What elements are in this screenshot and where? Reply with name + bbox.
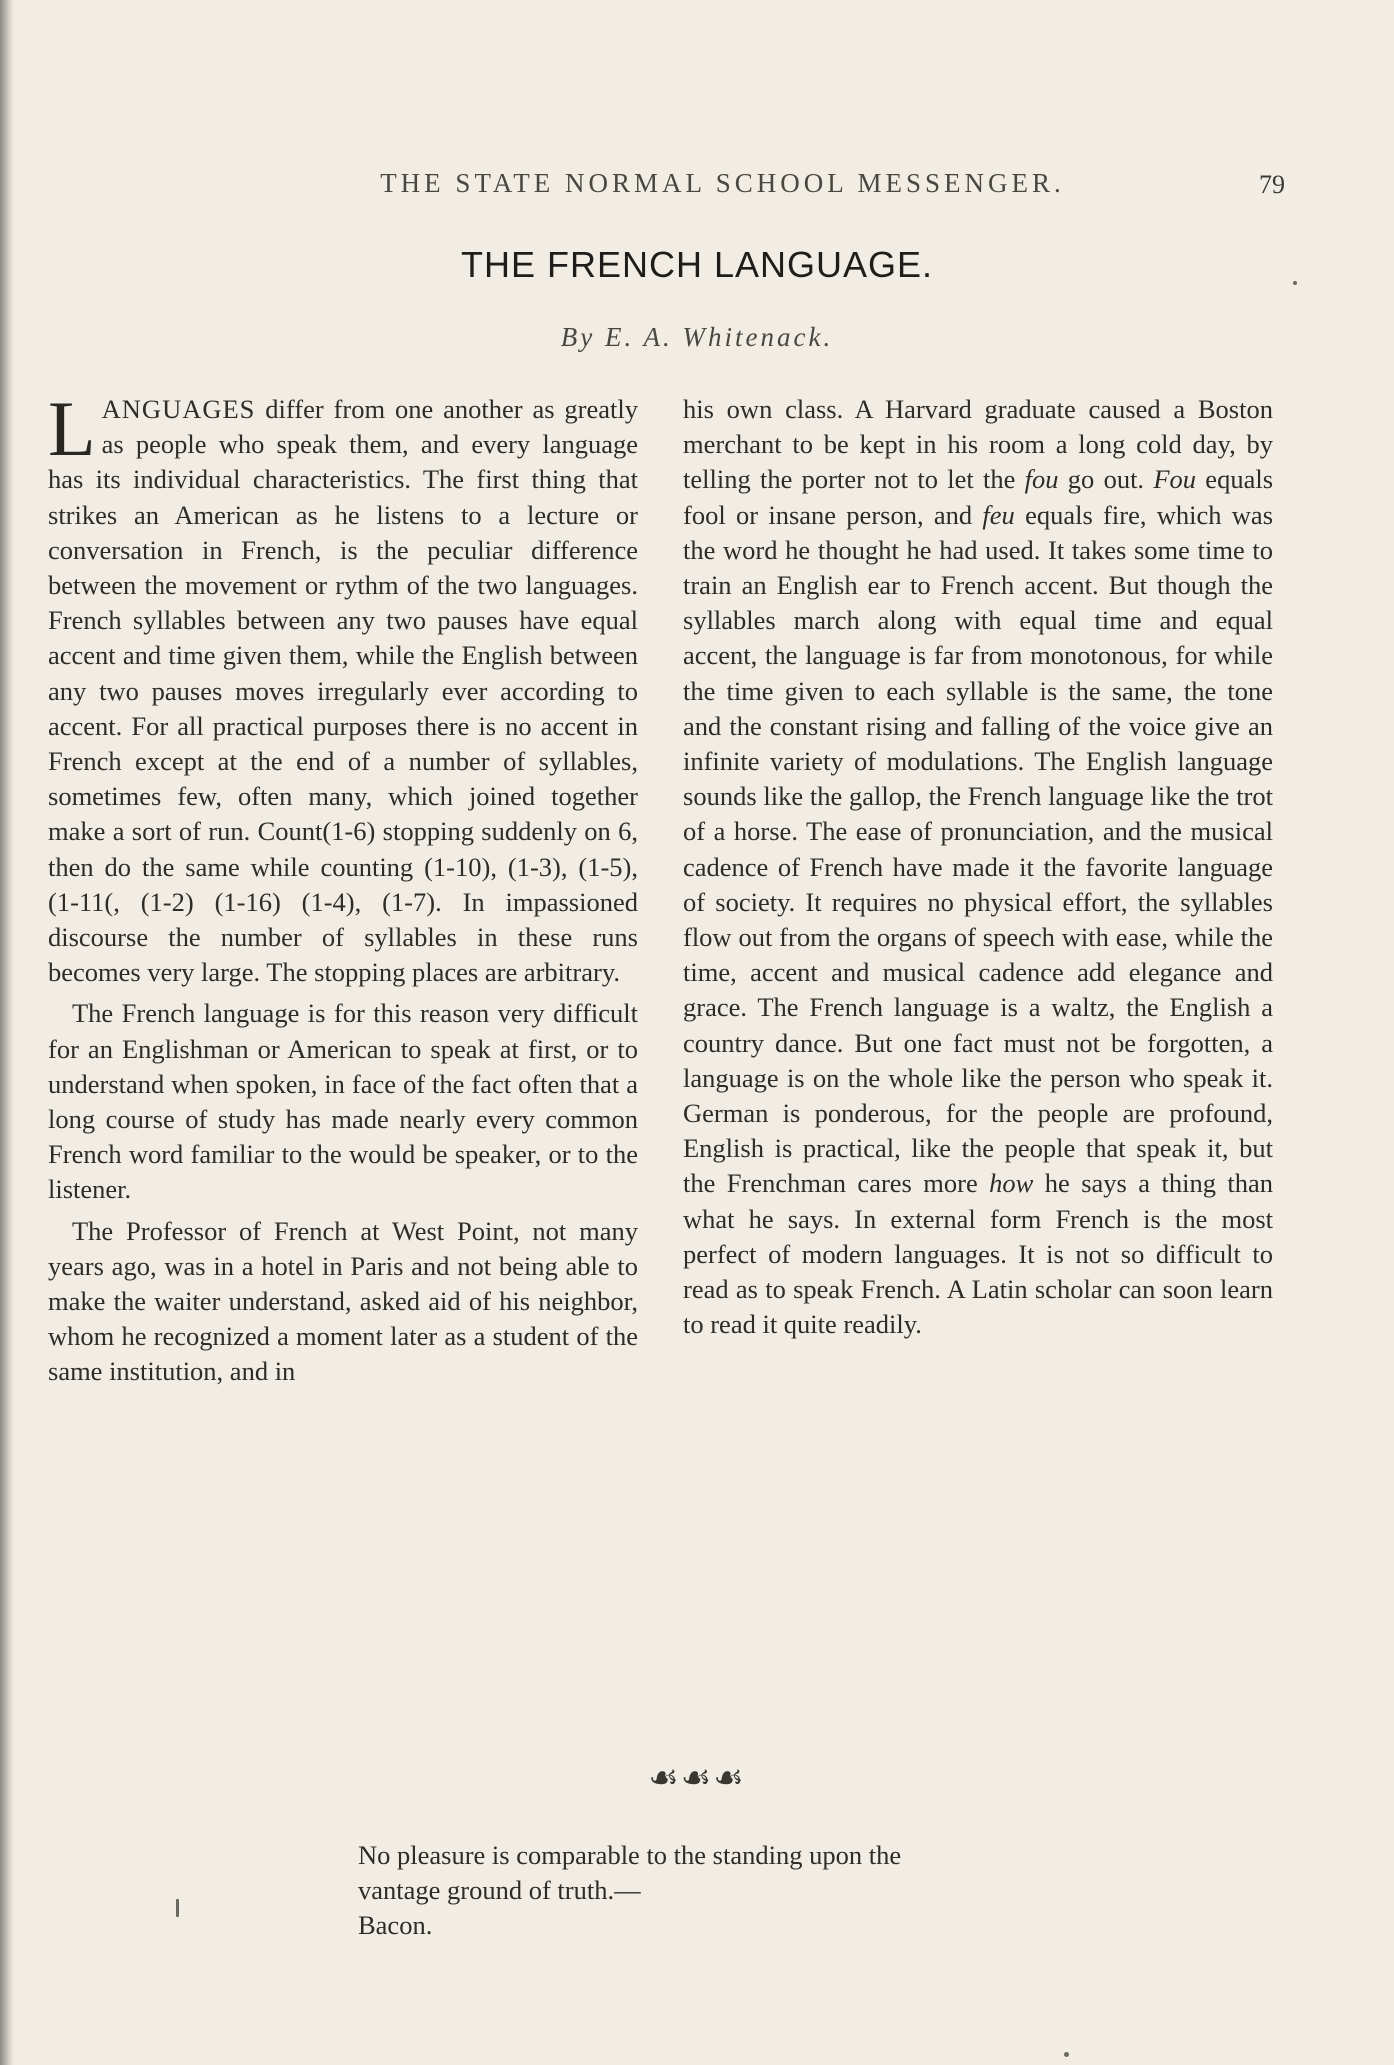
italic-word-how: how	[989, 1168, 1034, 1199]
closing-quote	[358, 1838, 968, 1943]
paragraph-1	[48, 385, 638, 990]
byline: By E. A. Whitenack.	[560, 322, 834, 352]
ink-speck	[1064, 2052, 1069, 2057]
text-segment: go out.	[1058, 464, 1154, 495]
italic-word-fou: fou	[1024, 464, 1059, 495]
text-segment: he says a thing than what he says. In external form French is the most perfect of modern languages. It is not so difficult to read as to speak French. A Latin scholar can soon learn to read it quite readily.	[683, 1168, 1273, 1340]
ink-speck	[1293, 281, 1297, 285]
quote-attribution: Bacon.	[358, 1910, 433, 1940]
paragraph-1-text: differ from one another as greatly as people who speak them, and every language has its individual characteristics. The first thing that strikes an American as he listens to a lecture or conversation in French, is the peculiar difference between the movement or rythm of the two languages. French syllables between any two pauses have equal accent and time given them, while the English between any two pauses moves irregularly ever according to accent. For all practical purposes there is no accent in French except at the end of a number of syllables, sometimes few, often many, which joined together make a sort of run. Count(1-6) stopping suddenly on 6, then do the same while counting (1-10), (1-3), (1-5), (1-11(, (1-2) (1-16) (1-4), (1-7). In impassioned discourse the number of syllables in these runs becomes very large. The stopping places are arbitrary.	[48, 394, 638, 988]
page-number: 79	[1259, 170, 1285, 199]
paragraph-3: The Professor of French at West Point, not many years ago, was in a hotel in Paris and not being able to make the waiter understand, asked aid of his neighbor, whom he recognized a moment later as a student of the same institution, and in	[48, 1215, 638, 1387]
running-head	[160, 168, 1285, 208]
ink-speck	[176, 1899, 179, 1917]
fleuron-ornament-icon: ☙☙☙	[648, 1758, 746, 1798]
text-segment: equals fire, which was the word he thought he had used. It takes some time to train an English ear to French accent. But though the syllables march along with equal time and equal accent, the language is far from monotonous, for while the time given to each syllable is the same, the tone and the constant rising and falling of the voice give an infinite variety of modulations. The English language sounds like the gallop, the French language like the trot of a horse. The ease of pronunciation, and the musical cadence of French have made it the favorite language of society. It requires no physical effort, the syllables flow out from the organs of speech with ease, while the time, accent and musical cadence add elegance and grace. The French language is a waltz, the English a country dance. But one fact must not be forgotten, a language is on the whole like the person who speak it. German is ponderous, for the people are profound, English is practical, like the people that speak it, but the Frenchman cares more	[683, 499, 1274, 1199]
text-segment: his own class. A Harvard graduate caused a Boston merchant to be kept in his room a long cold day, by telling the porter not to let the	[683, 394, 1273, 495]
lead-in-word: ANGUAGES	[101, 394, 256, 424]
right-column	[683, 392, 1273, 1342]
page-edge-shadow	[0, 0, 14, 2065]
italic-word-feu: feu	[982, 499, 1015, 530]
quote-text: No pleasure is comparable to the standing upon the vantage ground of truth.—	[358, 1840, 902, 1905]
drop-cap: L	[48, 385, 96, 472]
left-column	[48, 385, 638, 1390]
paragraph-2: The French language is for this reason very difficult for an Englishman or American to speak at first, or to understand when spoken, in face of the fact often that a long course of study has made nearly every common French word familiar to the would be speaker, or to the listener.	[48, 998, 638, 1205]
italic-word-fou-equals: Fou	[1153, 464, 1197, 495]
article-title: THE FRENCH LANGUAGE.	[460, 244, 934, 285]
text-segment: equals fool or insane person, and	[683, 464, 1274, 530]
paragraph-4	[683, 392, 1273, 1342]
running-title: THE STATE NORMAL SCHOOL MESSENGER.	[380, 168, 1065, 198]
